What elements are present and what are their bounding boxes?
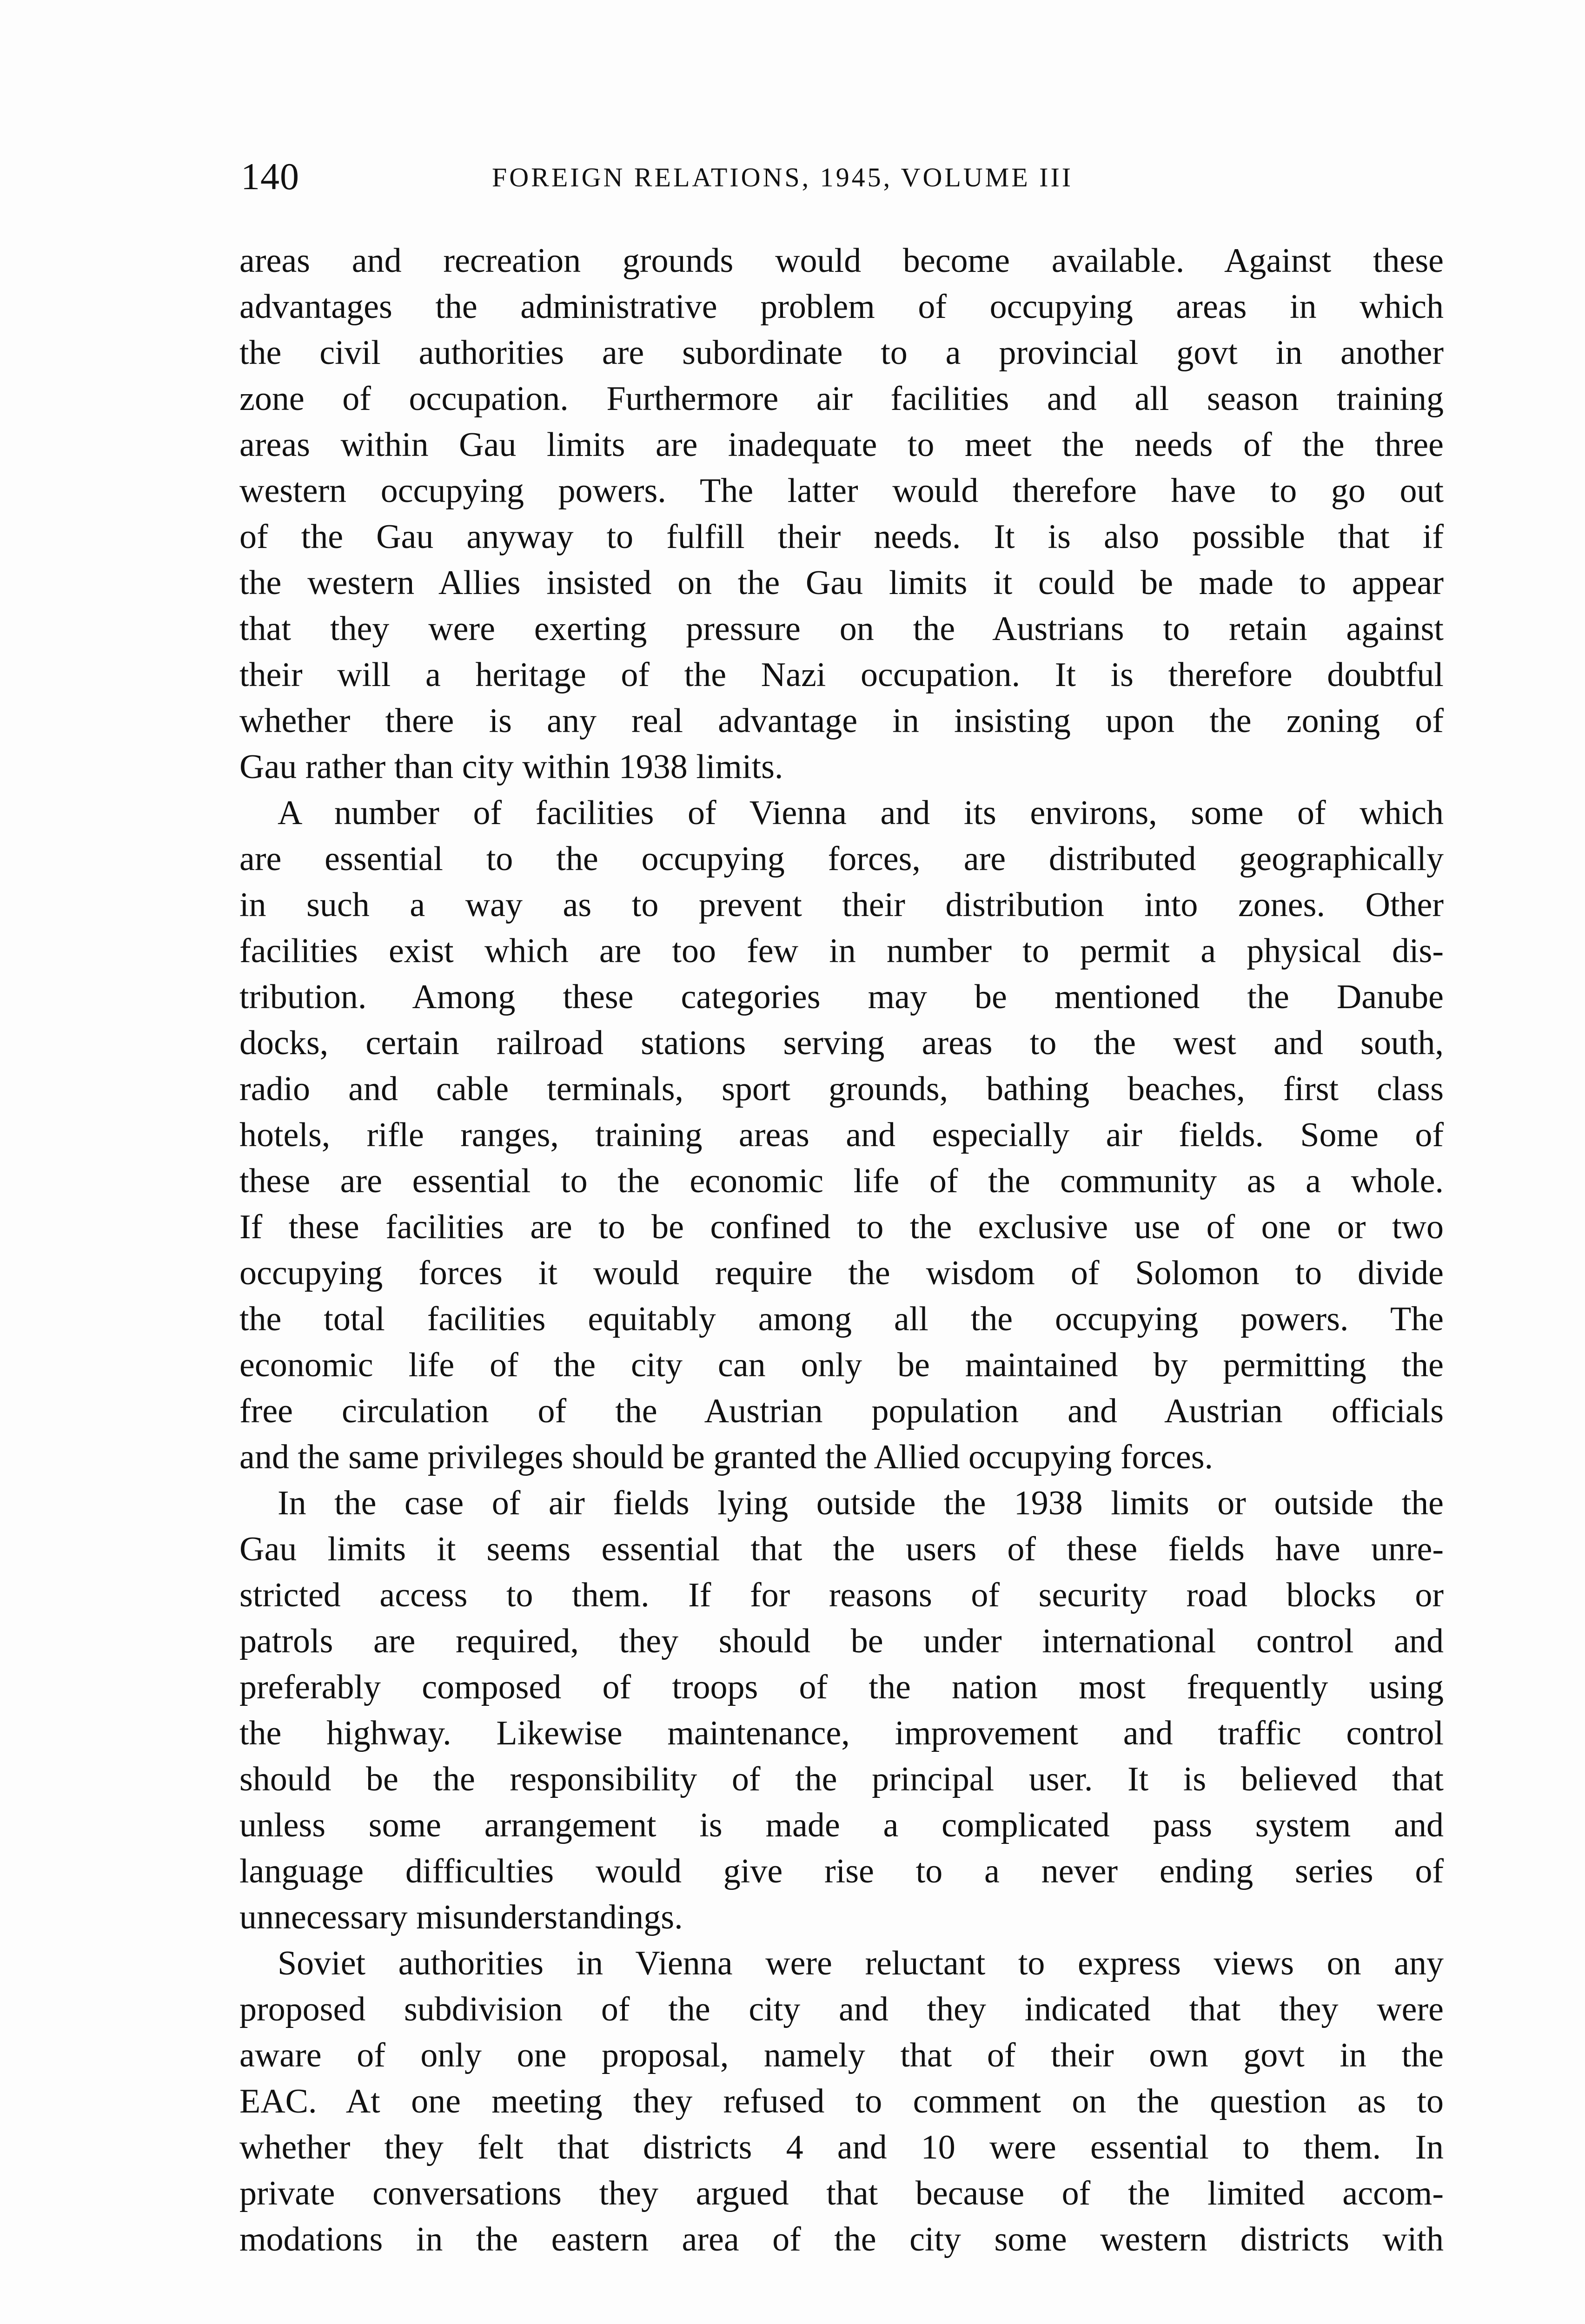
text-line: the total facilities equitably among all the occupying powers. The bbox=[239, 1300, 1444, 1338]
text-line: proposed subdivision of the city and they indicated that they were bbox=[239, 1990, 1444, 2028]
text-line: the highway. Likewise maintenance, improvement and traffic control bbox=[239, 1714, 1444, 1752]
text-line: facilities exist which are too few in number to permit a physical dis- bbox=[239, 932, 1444, 970]
text-line: hotels, rifle ranges, training areas and especially air fields. Some of bbox=[239, 1116, 1444, 1154]
text-line: occupying forces it would require the wisdom of Solomon to divide bbox=[239, 1254, 1444, 1292]
paragraph-facilities bbox=[239, 790, 1444, 1480]
running-header bbox=[241, 153, 1450, 205]
text-line: preferably composed of troops of the nation most frequently using bbox=[239, 1668, 1444, 1706]
page-number: 140 bbox=[241, 155, 299, 198]
text-line: unnecessary misunderstandings. bbox=[239, 1898, 683, 1936]
text-line: tribution. Among these categories may be mentioned the Danube bbox=[239, 978, 1444, 1016]
text-line: in such a way as to prevent their distribution into zones. Other bbox=[239, 886, 1444, 924]
text-line: patrols are required, they should be under international control and bbox=[239, 1622, 1444, 1660]
text-line: and the same privileges should be granted the Allied occupying forces. bbox=[239, 1438, 1214, 1476]
paragraph-gau-limits bbox=[239, 238, 1444, 790]
text-line: are essential to the occupying forces, are distributed geographically bbox=[239, 840, 1444, 878]
running-header-title: FOREIGN RELATIONS, 1945, VOLUME III bbox=[492, 162, 1074, 192]
text-line: In the case of air fields lying outside the 1938 limits or outside the bbox=[278, 1484, 1444, 1522]
text-line: whether there is any real advantage in insisting upon the zoning of bbox=[239, 702, 1444, 740]
body-text bbox=[239, 238, 1444, 2263]
text-line: their will a heritage of the Nazi occupation. It is therefore doubtful bbox=[239, 656, 1444, 694]
text-line: the western Allies insisted on the Gau limits it could be made to appear bbox=[239, 564, 1444, 602]
text-line: private conversations they argued that because of the limited accom- bbox=[239, 2174, 1444, 2212]
text-line: radio and cable terminals, sport grounds, bathing beaches, first class bbox=[239, 1070, 1444, 1108]
text-line: unless some arrangement is made a complicated pass system and bbox=[239, 1806, 1444, 1844]
text-line: EAC. At one meeting they refused to comment on the question as to bbox=[239, 2082, 1444, 2120]
text-line: free circulation of the Austrian population and Austrian officials bbox=[239, 1392, 1444, 1430]
text-line: aware of only one proposal, namely that of their own govt in the bbox=[239, 2036, 1444, 2074]
text-line: Soviet authorities in Vienna were reluctant to express views on any bbox=[278, 1944, 1444, 1982]
text-line: whether they felt that districts 4 and 10 were essential to them. In bbox=[239, 2128, 1444, 2166]
text-line: areas within Gau limits are inadequate to meet the needs of the three bbox=[239, 426, 1444, 464]
text-line: If these facilities are to be confined to the exclusive use of one or two bbox=[239, 1208, 1444, 1246]
text-line: A number of facilities of Vienna and its environs, some of which bbox=[278, 794, 1444, 832]
text-line: stricted access to them. If for reasons of security road blocks or bbox=[239, 1576, 1444, 1614]
text-line: Gau limits it seems essential that the users of these fields have unre- bbox=[239, 1530, 1444, 1568]
text-line: these are essential to the economic life of the community as a whole. bbox=[239, 1162, 1444, 1200]
text-line: that they were exerting pressure on the Austrians to retain against bbox=[239, 610, 1444, 648]
text-line: economic life of the city can only be maintained by permitting the bbox=[239, 1346, 1444, 1384]
text-line: zone of occupation. Furthermore air facilities and all season training bbox=[239, 380, 1444, 418]
text-line: advantages the administrative problem of occupying areas in which bbox=[239, 288, 1444, 326]
text-line: modations in the eastern area of the city some western districts with bbox=[239, 2220, 1444, 2258]
paragraph-air-fields bbox=[239, 1480, 1444, 1941]
text-line: western occupying powers. The latter would therefore have to go out bbox=[239, 472, 1444, 510]
text-line: areas and recreation grounds would become available. Against these bbox=[239, 242, 1444, 280]
text-line: should be the responsibility of the principal user. It is believed that bbox=[239, 1760, 1444, 1798]
paragraph-soviet-views bbox=[239, 1941, 1444, 2263]
text-line: Gau rather than city within 1938 limits. bbox=[239, 748, 783, 786]
text-line: of the Gau anyway to fulfill their needs. It is also possible that if bbox=[239, 518, 1444, 556]
text-line: the civil authorities are subordinate to a provincial govt in another bbox=[239, 334, 1444, 372]
text-line: docks, certain railroad stations serving areas to the west and south, bbox=[239, 1024, 1444, 1062]
text-line: language difficulties would give rise to a never ending series of bbox=[239, 1852, 1444, 1890]
